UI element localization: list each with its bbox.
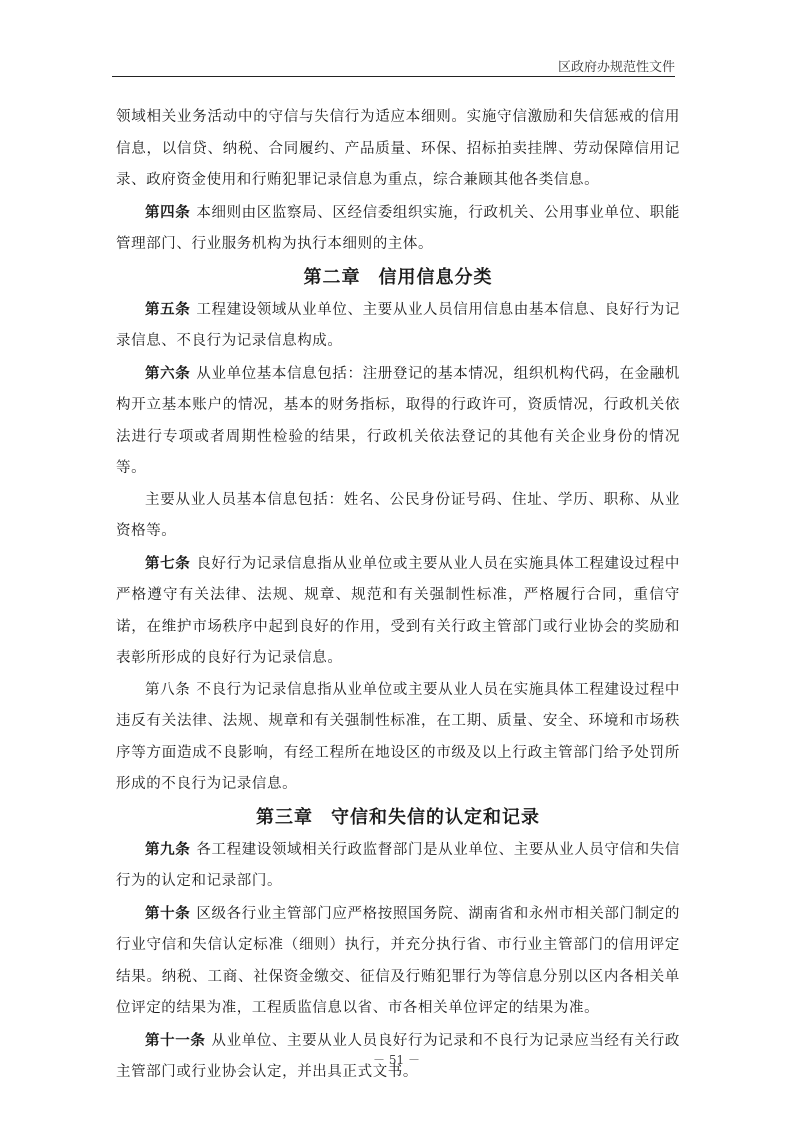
page-number: － 51 －	[373, 1053, 420, 1067]
article-label: 第十条	[145, 904, 191, 922]
article-7	[116, 548, 680, 675]
article-text: 工程建设领域从业单位、主要从业人员信用信息由基本信息、良好行为记录信息、不良行为记录信息构成。	[116, 301, 680, 349]
article-5	[116, 294, 680, 358]
header-divider	[112, 76, 675, 77]
article-label: 第四条	[145, 203, 191, 221]
article-text: 各工程建设领域相关行政监督部门是从业单位、主要从业人员守信和失信行为的认定和记录部门。	[116, 841, 680, 889]
article-label: 第七条	[145, 554, 191, 572]
article-label: 第九条	[145, 840, 191, 858]
article-9	[116, 834, 680, 898]
article-text: 本细则由区监察局、区经信委组织实施，行政机关、公用事业单位、职能管理部门、行业服务机构为执行本细则的主体。	[116, 204, 680, 252]
document-body	[116, 102, 680, 1089]
article-text: 从业单位基本信息包括：注册登记的基本情况，组织机构代码，在金融机构开立基本账户的情况，基本的财务指标，取得的行政许可，资质情况，行政机关依法进行专项或者周期性检验的结果，行政机关依法登记的其他有关企业身份的情况等。	[116, 365, 680, 476]
paragraph-text: 领域相关业务活动中的守信与失信行为适应本细则。实施守信激励和失信惩戒的信用信息，以信贷、纳税、合同履约、产品质量、环保、招标拍卖挂牌、劳动保障信用记录、政府资金使用和行贿犯罪记录信息为重点，综合兼顾其他各类信息。	[116, 109, 680, 188]
article-label: 第十一条	[145, 1031, 206, 1049]
article-text: 不良行为记录信息指从业单位或主要从业人员在实施具体工程建设过程中违反有关法律、法规、规章和有关强制性标准，在工期、质量、安全、环境和市场秩序等方面造成不良影响，有经工程所在地设区的市级及以上行政主管部门给予处罚所形成的不良行为记录信息。	[116, 681, 680, 792]
chapter-title: 信用信息分类	[378, 266, 493, 288]
article-label: 第五条	[145, 300, 191, 318]
article-label: 第八条	[145, 681, 191, 698]
article-6-personnel-paragraph	[116, 485, 680, 548]
article-text: 良好行为记录信息指从业单位或主要从业人员在实施具体工程建设过程中严格遵守有关法律、法规、规章、规范和有关强制性标准，严格履行合同，重信守诺，在维护市场秩序中起到良好的作用，受到有关行政主管部门或行业协会的奖励和表彰所形成的良好行为记录信息。	[116, 555, 680, 666]
article-label: 第六条	[145, 364, 191, 382]
article-4	[116, 197, 680, 261]
chapter-title: 守信和失信的认定和记录	[331, 806, 540, 828]
article-6	[116, 358, 680, 485]
paragraph-continued	[116, 102, 680, 197]
chapter-number: 第三章	[256, 806, 313, 828]
article-10	[116, 898, 680, 1025]
chapter-3-heading	[116, 801, 680, 834]
article-8	[116, 675, 680, 801]
chapter-2-heading	[116, 261, 680, 294]
document-category-label: 区政府办规范性文件	[557, 60, 675, 75]
chapter-number: 第二章	[303, 266, 361, 288]
article-text: 从业单位、主要从业人员良好行为记录和不良行为记录应当经有关行政主管部门或行业协会认定，并出具正式文书。	[116, 1032, 680, 1080]
article-text: 区级各行业主管部门应严格按照国务院、湖南省和永州市相关部门制定的行业守信和失信认定标准（细则）执行，并充分执行省、市行业主管部门的信用评定结果。纳税、工商、社保资金缴交、征信及行贿犯罪行为等信息分别以区内各相关单位评定的结果为准，工程质监信息以省、市各相关单位评定的结果为准。	[116, 905, 680, 1016]
paragraph-text: 主要从业人员基本信息包括：姓名、公民身份证号码、住址、学历、职称、从业资格等。	[116, 491, 680, 539]
